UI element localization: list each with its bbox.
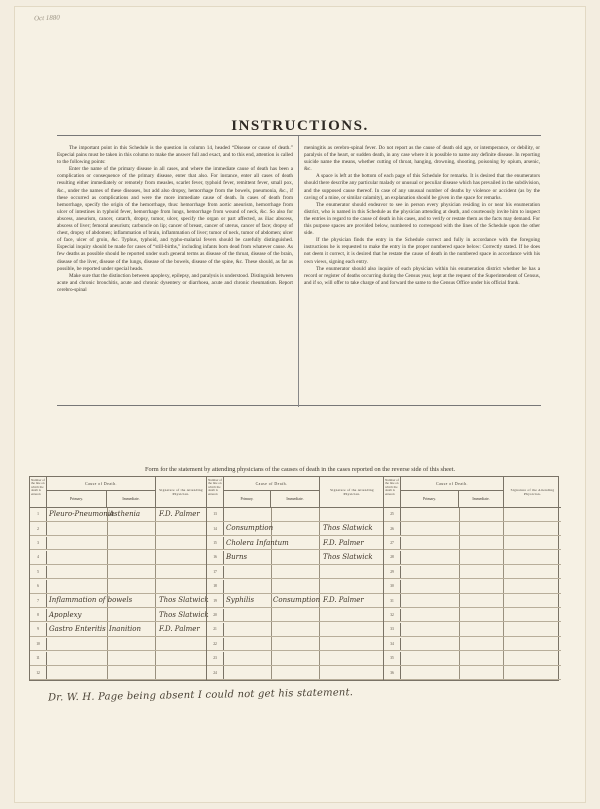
primary-cause-cell[interactable] [47, 580, 107, 593]
form-row [207, 666, 384, 680]
form-row [384, 551, 561, 565]
physician-signature-cell[interactable] [321, 566, 384, 579]
row-number: 29 [384, 566, 401, 579]
instruction-paragraph: meningitis as cerebro-spinal fever. Do not report as the cause of death old age, or intemperance, or debility, or paralysis of the heart, or sudden death, in any case where it is possible to name any definite disease. In reporting suicide name the means, whether cutting of throat, hanging, drowning, shooting, poisoning by opium, arsenic, &c. [304, 145, 540, 173]
physician-signature-cell[interactable] [505, 623, 561, 636]
row-number: 16 [207, 551, 224, 564]
row-number: 26 [384, 522, 401, 535]
row-number: 21 [207, 623, 224, 636]
row-number: 3 [30, 537, 47, 550]
physician-signature-cell[interactable] [505, 537, 561, 550]
line-number-header: Number of the line on which the death is entered. [207, 477, 224, 508]
row-number: 6 [30, 580, 47, 593]
form-row [207, 537, 384, 551]
primary-cause-cell[interactable] [401, 551, 459, 564]
row-number: 2 [30, 522, 47, 535]
line-number-header: Number of the line on which the death is entered. [30, 477, 47, 508]
immediate-cause-cell[interactable] [107, 609, 155, 622]
form-row [30, 566, 206, 580]
signature-header: Signature of the Attending Physician. [155, 477, 206, 508]
primary-cause-cell[interactable]: Pleuro-Pneumonia [49, 510, 115, 518]
physician-signature-cell[interactable] [321, 609, 384, 622]
instruction-paragraph: The important point in this Schedule is the question in column 14, headed “Disease or cause of death.” Especial pains must be taken in this column to make the answer full and exact, and to this end, attention is called to the following points: [57, 145, 293, 166]
immediate-cause-cell[interactable] [107, 537, 155, 550]
immediate-cause-cell[interactable] [271, 566, 319, 579]
immediate-cause-cell[interactable] [271, 609, 319, 622]
physician-signature-cell[interactable]: F.D. Palmer [159, 625, 200, 634]
form-row [207, 623, 384, 637]
row-number: 34 [384, 638, 401, 651]
row-number: 23 [207, 652, 224, 665]
primary-cause-cell[interactable]: Cholera Infantum [226, 538, 289, 547]
physician-signature-cell[interactable] [157, 522, 206, 535]
immediate-header: Immediate. [107, 491, 155, 508]
primary-cause-cell[interactable] [401, 652, 459, 665]
primary-cause-cell[interactable] [224, 623, 271, 636]
physician-signature-cell[interactable] [321, 638, 384, 651]
immediate-cause-cell[interactable] [459, 508, 503, 521]
form-row [384, 522, 561, 536]
physician-signature-cell[interactable]: Thos Slatwick [323, 524, 373, 533]
primary-cause-cell[interactable]: Inflammation of bowels [49, 596, 133, 605]
row-number: 33 [384, 623, 401, 636]
physician-signature-cell[interactable] [157, 537, 206, 550]
row-number: 24 [207, 666, 224, 679]
row-number: 17 [207, 566, 224, 579]
immediate-cause-cell[interactable] [459, 594, 503, 607]
primary-header: Primary. [401, 491, 459, 508]
physician-signature-cell[interactable] [321, 666, 384, 679]
row-number: 10 [30, 638, 47, 651]
immediate-cause-cell[interactable]: Inanition [109, 625, 141, 634]
immediate-cause-cell[interactable] [271, 652, 319, 665]
instruction-paragraph: The enumerator should endeavor to see in person every physician residing in or near his enumeration district, who is named in this Schedule as the physician attending at death, and courteously invite him to inspect the entries in regard to the cause of death in his cases, and to verify or restate them as the facts may demand. For this purpose spaces are provided below, numbered to correspond with the lines of the Schedule upon the other side. [304, 201, 540, 237]
row-number: 28 [384, 551, 401, 564]
form-row [384, 666, 561, 680]
row-number: 18 [207, 580, 224, 593]
physician-signature-cell[interactable] [157, 551, 206, 564]
physician-signature-cell[interactable] [157, 638, 206, 651]
immediate-cause-cell[interactable] [271, 537, 319, 550]
immediate-cause-cell[interactable] [271, 623, 319, 636]
row-number: 4 [30, 551, 47, 564]
primary-header: Primary. [47, 491, 107, 508]
page-title: INSTRUCTIONS. [231, 118, 369, 134]
form-row [207, 609, 384, 623]
row-number: 31 [384, 594, 401, 607]
physician-statement-form [29, 476, 559, 681]
primary-cause-cell[interactable] [47, 522, 107, 535]
primary-cause-cell[interactable]: Syphilis [226, 596, 255, 605]
primary-cause-cell[interactable] [401, 594, 459, 607]
physician-signature-cell[interactable] [505, 638, 561, 651]
form-row [30, 508, 206, 522]
immediate-header: Immediate. [459, 491, 503, 508]
signature-header: Signature of the Attending Physician. [503, 477, 561, 508]
primary-cause-cell[interactable] [224, 652, 271, 665]
immediate-cause-cell[interactable] [107, 638, 155, 651]
cause-of-death-header: Cause of Death. [47, 477, 155, 491]
physician-signature-cell[interactable] [321, 580, 384, 593]
physician-signature-cell[interactable] [321, 652, 384, 665]
primary-cause-cell[interactable] [224, 609, 271, 622]
immediate-cause-cell[interactable] [271, 522, 319, 535]
form-row [30, 638, 206, 652]
primary-cause-cell[interactable] [401, 566, 459, 579]
primary-cause-cell[interactable] [47, 666, 107, 679]
signature-header: Signature of the Attending Physician. [319, 477, 384, 508]
immediate-cause-cell[interactable] [107, 666, 155, 679]
physician-signature-cell[interactable] [505, 580, 561, 593]
form-row [207, 522, 384, 536]
primary-cause-cell[interactable] [47, 537, 107, 550]
physician-signature-cell[interactable]: F.D. Palmer [323, 538, 364, 547]
immediate-header: Immediate. [271, 491, 319, 508]
row-number: 8 [30, 609, 47, 622]
instruction-paragraph: If the physician finds the entry in the Schedule correct and fully in accordance with the foregoing instructions he is requested to make the entry in the proper numbered space below: Correctly stated. If he does not deem it correct, it is desired that he restate the cause of death in the numbered space in accordance with his own views, signing each entry. [304, 237, 540, 265]
primary-cause-cell[interactable] [401, 522, 459, 535]
form-row [207, 652, 384, 666]
physician-signature-cell[interactable]: F.D. Palmer [323, 596, 364, 605]
physician-signature-cell[interactable]: F.D. Palmer [159, 510, 200, 518]
instruction-paragraph: Make sure that the distinction between apoplexy, epilepsy, and paralysis is understood. Distinguish between acute and chronic bronchitis, acute and chronic dysentery or diarrhoea, acute and chronic rheumatism. Report cerebro-spinal [57, 272, 293, 293]
physician-signature-cell[interactable] [505, 508, 561, 521]
immediate-cause-cell[interactable] [107, 594, 155, 607]
form-row [30, 522, 206, 536]
form-row [207, 580, 384, 594]
row-number: 27 [384, 537, 401, 550]
form-row [384, 594, 561, 608]
form-row [207, 594, 384, 608]
primary-cause-cell[interactable]: Apoplexy [49, 610, 82, 619]
primary-header: Primary. [224, 491, 271, 508]
immediate-cause-cell[interactable] [271, 508, 319, 521]
immediate-cause-cell[interactable] [459, 580, 503, 593]
form-row [30, 537, 206, 551]
immediate-cause-cell[interactable] [271, 666, 319, 679]
primary-cause-cell[interactable] [401, 537, 459, 550]
form-row [30, 580, 206, 594]
primary-cause-cell[interactable] [401, 609, 459, 622]
primary-cause-cell[interactable]: Burns [226, 553, 248, 562]
remarks-handwriting: Dr. W. H. Page being absent I could not get his statement. [47, 687, 354, 704]
primary-cause-cell[interactable]: Gastro Enteritis [49, 625, 106, 634]
primary-cause-cell[interactable] [401, 508, 459, 521]
physician-signature-cell[interactable] [505, 652, 561, 665]
row-number: 13 [207, 508, 224, 521]
cause-of-death-header: Cause of Death. [224, 477, 319, 491]
row-number: 35 [384, 652, 401, 665]
instructions-left-column [57, 145, 293, 294]
cause-of-death-header: Cause of Death. [401, 477, 503, 491]
primary-cause-cell[interactable]: Consumption [226, 524, 274, 533]
physician-signature-cell[interactable] [321, 623, 384, 636]
physician-signature-cell[interactable] [505, 666, 561, 679]
physician-signature-cell[interactable] [157, 580, 206, 593]
immediate-cause-cell[interactable] [107, 652, 155, 665]
immediate-cause-cell[interactable] [107, 551, 155, 564]
row-number: 1 [30, 508, 47, 521]
primary-cause-cell[interactable] [47, 638, 107, 651]
form-section [30, 477, 209, 680]
row-number: 12 [30, 666, 47, 679]
primary-cause-cell[interactable] [224, 566, 271, 579]
physician-signature-cell[interactable] [505, 566, 561, 579]
primary-cause-cell[interactable] [224, 638, 271, 651]
physician-signature-cell[interactable]: Thos Slatwick [323, 553, 373, 562]
immediate-cause-cell[interactable] [459, 623, 503, 636]
form-row [384, 609, 561, 623]
instructions-right-column [304, 145, 540, 287]
row-number: 11 [30, 652, 47, 665]
primary-cause-cell[interactable] [224, 666, 271, 679]
primary-cause-cell[interactable] [401, 580, 459, 593]
primary-cause-cell[interactable] [224, 508, 271, 521]
row-number: 22 [207, 638, 224, 651]
immediate-cause-cell[interactable] [271, 551, 319, 564]
immediate-cause-cell[interactable] [459, 522, 503, 535]
immediate-cause-cell[interactable] [107, 566, 155, 579]
immediate-cause-cell[interactable] [459, 609, 503, 622]
form-row [30, 623, 206, 637]
physician-signature-cell[interactable] [157, 652, 206, 665]
instruction-paragraph: A space is left at the bottom of each page of this Schedule for remarks. It is desired that the enumerators should there describe any particular malady or unusual or peculiar disease which has prevailed in the subdivision, and the supposed cause thereof. In case of any unusual number of deaths by violence or accident (as by the caving of a mine, or similar calamity), an explanation should be given in the space for remarks. [304, 173, 540, 201]
row-number: 14 [207, 522, 224, 535]
row-number: 19 [207, 594, 224, 607]
immediate-cause-cell[interactable] [459, 551, 503, 564]
form-row [207, 638, 384, 652]
immediate-cause-cell[interactable] [459, 566, 503, 579]
form-row [207, 508, 384, 522]
form-row [384, 652, 561, 666]
immediate-cause-cell[interactable] [459, 537, 503, 550]
physician-signature-cell[interactable] [505, 522, 561, 535]
instructions-block [57, 135, 541, 406]
instruction-paragraph: The enumerator should also inquire of each physician within his enumeration district whether he has a record or register of deaths occurring during the Census year, kept at the request of the Superintendent of Census, and if so, will offer to take charge of and forward the same to the Census Office under his official frank. [304, 265, 540, 286]
row-number: 30 [384, 580, 401, 593]
form-row [207, 566, 384, 580]
form-row [207, 551, 384, 565]
form-row [384, 537, 561, 551]
immediate-cause-cell[interactable] [459, 666, 503, 679]
physician-signature-cell[interactable]: Thos Slatwick [159, 610, 209, 619]
primary-cause-cell[interactable] [224, 580, 271, 593]
corner-annotation: Oct 1880 [33, 13, 60, 23]
physician-signature-cell[interactable]: Thos Slatwick [159, 596, 209, 605]
immediate-cause-cell[interactable]: Consumption [273, 596, 321, 605]
row-number: 20 [207, 609, 224, 622]
form-row [384, 566, 561, 580]
primary-cause-cell[interactable] [47, 551, 107, 564]
form-row [384, 580, 561, 594]
form-row [30, 594, 209, 608]
primary-cause-cell[interactable] [47, 652, 107, 665]
physician-signature-cell[interactable] [505, 551, 561, 564]
immediate-cause-cell[interactable] [459, 638, 503, 651]
physician-signature-cell[interactable] [505, 609, 561, 622]
physician-signature-cell[interactable] [321, 508, 384, 521]
row-number: 9 [30, 623, 47, 636]
form-row [384, 508, 561, 522]
row-number: 36 [384, 666, 401, 679]
row-number: 32 [384, 609, 401, 622]
row-number: 15 [207, 537, 224, 550]
immediate-cause-cell[interactable]: Asthenia [109, 510, 141, 518]
row-number: 25 [384, 508, 401, 521]
row-number: 7 [30, 594, 47, 607]
form-row [384, 623, 561, 637]
immediate-cause-cell[interactable] [107, 580, 155, 593]
form-section [206, 477, 383, 680]
instruction-paragraph: Enter the name of the primary disease in all cases, and where the immediate cause of death has been a complication or consequence of the primary disease, enter that also. For instance, enter all cases of death resulting either immediately or remotely from measles, scarlet fever, typhoid fever, remittent fever, small pox, &c., under the names of these diseases, but add also dropsy, hemorrhage from the bowels, pneumonia, &c., if these occurred as complications and were the more immediate cause of death. In cases of death from hemorrhage, specify the origin of the hemorrhage, thus: hemorrhage from aortic aneurism, hemorrhage from ulcer of intestines in typhoid fever, hemorrhage from lungs, hemorrhage from wound of neck, &c. So also for abscess, aneurism, cancer, catarrh, dropsy, tumor, ulcer, specify the organ or part affected, as iliac abscess, abscess of liver; femoral aneurism; carbuncle on lip; cancer of breast, cancer of uterus, cancer of face; dropsy of chest, dropsy of abdomen; inflammation of brain, inflammation of liver; tumor of neck, tumor of abdomen; ulcer of face, ulcer of groin, &c. Typhus, typhoid, and typho-malarial fevers should be carefully distinguished. Especial inquiry should be made for cases of “still-births,” including infants born dead from whatever cause. As few deaths as possible should be reported under such general terms as disease of the throat, disease of the brain, disease of the liver, disease of the lungs, disease of the bowels, disease of the spine, &c. These should, as far as possible, be reported under special heads. [57, 166, 293, 272]
primary-cause-cell[interactable] [401, 623, 459, 636]
form-row [384, 638, 561, 652]
form-row [30, 609, 209, 623]
primary-cause-cell[interactable] [401, 638, 459, 651]
immediate-cause-cell[interactable] [271, 580, 319, 593]
immediate-cause-cell[interactable] [271, 638, 319, 651]
primary-cause-cell[interactable] [47, 566, 107, 579]
form-caption: Form for the statement by attending physicians of the causes of death in the cases reported on the reverse side of this sheet. [144, 466, 456, 473]
form-row [30, 551, 206, 565]
primary-cause-cell[interactable] [401, 666, 459, 679]
physician-signature-cell[interactable] [157, 566, 206, 579]
column-divider [298, 136, 299, 407]
physician-signature-cell[interactable] [505, 594, 561, 607]
line-number-header: Number of the line on which the death is entered. [384, 477, 401, 508]
form-row [30, 666, 206, 680]
row-number: 5 [30, 566, 47, 579]
form-row [30, 652, 206, 666]
immediate-cause-cell[interactable] [107, 522, 155, 535]
physician-signature-cell[interactable] [157, 666, 206, 679]
immediate-cause-cell[interactable] [459, 652, 503, 665]
form-section [383, 477, 560, 680]
